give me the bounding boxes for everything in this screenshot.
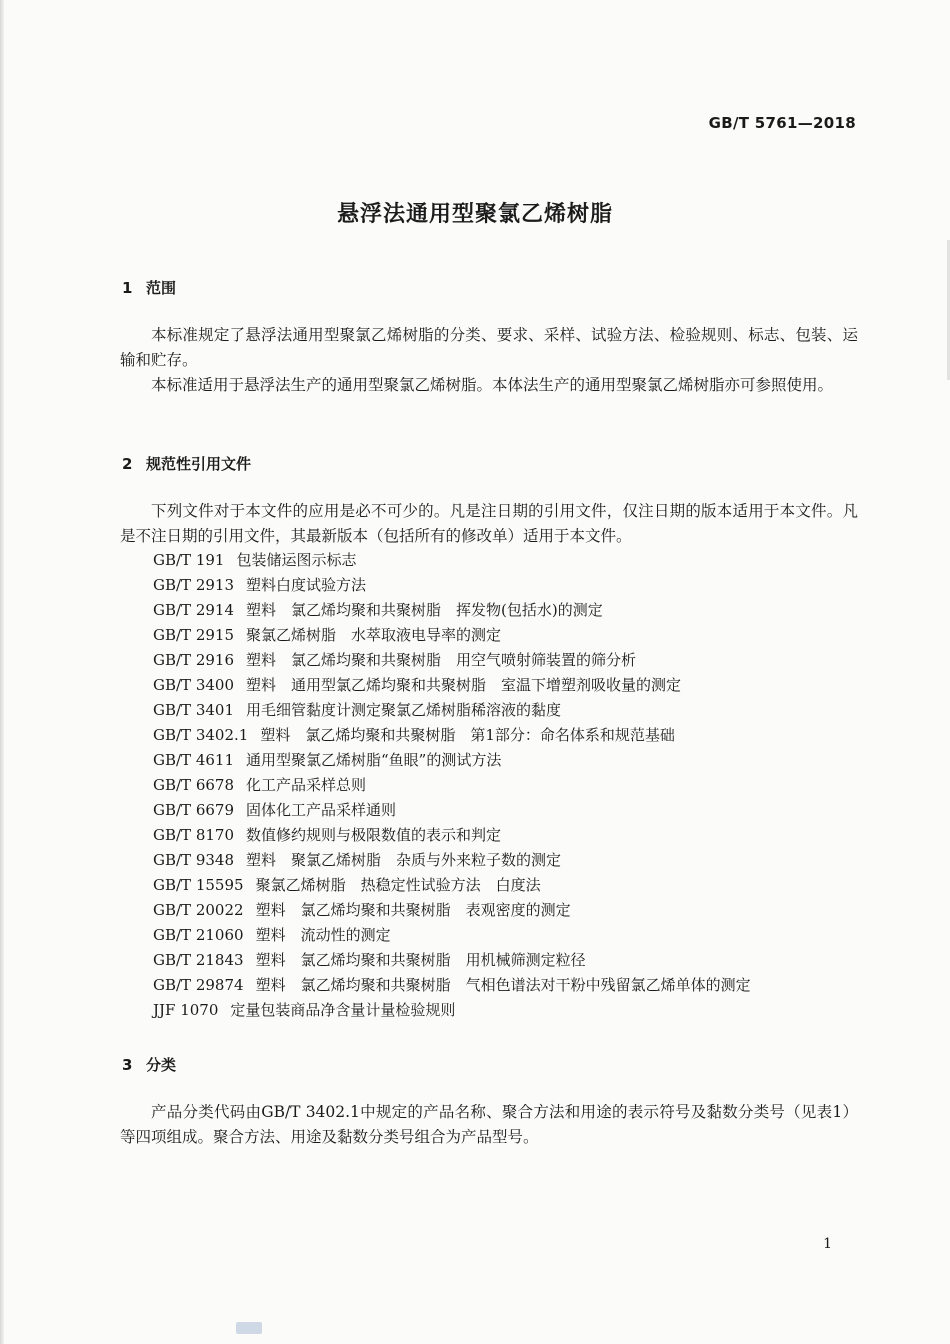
reference-title: 塑料 氯乙烯均聚和共聚树脂 挥发物(包括水)的测定 [246, 601, 603, 619]
reference-item [153, 873, 751, 898]
reference-code: GB/T 3401 [153, 701, 235, 719]
section-2-heading [122, 453, 251, 474]
reference-item [153, 623, 751, 648]
reference-title: 塑料 氯乙烯均聚和共聚树脂 气相色谱法对干粉中残留氯乙烯单体的测定 [255, 976, 751, 994]
reference-title: 定量包装商品净含量计量检验规则 [230, 1001, 456, 1019]
section-3-paragraph-1: 产品分类代码由GB/T 3402.1中规定的产品名称、聚合方法和用途的表示符号及黏数分类号（见表1）等四项组成。聚合方法、用途及黏数分类号组合为产品型号。 [120, 1103, 858, 1146]
reference-code: GB/T 4611 [153, 751, 235, 769]
reference-item [153, 773, 751, 798]
section-3-heading [122, 1054, 176, 1075]
scan-artifact [236, 1322, 262, 1334]
reference-code: GB/T 2914 [153, 601, 235, 619]
reference-code: GB/T 3400 [153, 676, 235, 694]
page-number: 1 [823, 1236, 832, 1252]
reference-item [153, 823, 751, 848]
reference-code: JJF 1070 [153, 1001, 219, 1019]
reference-item [153, 698, 751, 723]
reference-title: 包装储运图示标志 [236, 551, 357, 569]
section-1-paragraph-2: 本标准适用于悬浮法生产的通用型聚氯乙烯树脂。本体法生产的通用型聚氯乙烯树脂亦可参照使用。 [151, 376, 834, 394]
reference-item [153, 598, 751, 623]
reference-code: GB/T 9348 [153, 851, 235, 869]
reference-title: 数值修约规则与极限数值的表示和判定 [246, 826, 502, 844]
section-number: 1 [122, 279, 133, 297]
section-1-heading [122, 277, 176, 298]
reference-code: GB/T 8170 [153, 826, 235, 844]
reference-code: GB/T 15595 [153, 876, 244, 894]
reference-title: 聚氯乙烯树脂 水萃取液电导率的测定 [246, 626, 502, 644]
reference-title: 塑料 氯乙烯均聚和共聚树脂 表观密度的测定 [255, 901, 571, 919]
reference-code: GB/T 6678 [153, 776, 235, 794]
document-title: 悬浮法通用型聚氯乙烯树脂 [336, 202, 613, 227]
reference-title: 用毛细管黏度计测定聚氯乙烯树脂稀溶液的黏度 [246, 701, 562, 719]
reference-code: GB/T 6679 [153, 801, 235, 819]
reference-title: 塑料 氯乙烯均聚和共聚树脂 用机械筛测定粒径 [255, 951, 586, 969]
reference-title: 塑料 聚氯乙烯树脂 杂质与外来粒子数的测定 [246, 851, 562, 869]
reference-item [153, 898, 751, 923]
reference-title: 聚氯乙烯树脂 热稳定性试验方法 白度法 [255, 876, 541, 894]
reference-code: GB/T 2913 [153, 576, 235, 594]
section-2-paragraph-1: 下列文件对于本文件的应用是必不可少的。凡是注日期的引用文件，仅注日期的版本适用于本文件。凡是不注日期的引用文件，其最新版本（包括所有的修改单）适用于本文件。 [120, 502, 858, 545]
reference-item [153, 548, 751, 573]
reference-code: GB/T 21843 [153, 951, 244, 969]
reference-title: 化工产品采样总则 [246, 776, 367, 794]
reference-item [153, 848, 751, 873]
reference-title: 塑料白度试验方法 [246, 576, 367, 594]
section-title: 范围 [146, 279, 177, 297]
reference-code: GB/T 2916 [153, 651, 235, 669]
reference-code: GB/T 20022 [153, 901, 244, 919]
reference-item [153, 748, 751, 773]
reference-title: 塑料 氯乙烯均聚和共聚树脂 第1部分：命名体系和规范基础 [260, 726, 675, 744]
normative-reference-list [153, 548, 751, 1023]
reference-item [153, 948, 751, 973]
reference-item [153, 798, 751, 823]
reference-item [153, 923, 751, 948]
reference-item [153, 673, 751, 698]
reference-title: 塑料 氯乙烯均聚和共聚树脂 用空气喷射筛装置的筛分析 [246, 651, 637, 669]
reference-title: 通用型聚氯乙烯树脂“鱼眼”的测试方法 [246, 751, 502, 769]
section-number: 2 [122, 455, 133, 473]
reference-title: 塑料 通用型氯乙烯均聚和共聚树脂 室温下增塑剂吸收量的测定 [246, 676, 682, 694]
reference-title: 固体化工产品采样通则 [246, 801, 397, 819]
reference-title: 塑料 流动性的测定 [255, 926, 391, 944]
reference-item [153, 723, 751, 748]
reference-item [153, 648, 751, 673]
reference-item [153, 998, 751, 1023]
reference-code: GB/T 2915 [153, 626, 235, 644]
section-number: 3 [122, 1056, 133, 1074]
reference-code: GB/T 191 [153, 551, 225, 569]
reference-code: GB/T 29874 [153, 976, 244, 994]
section-1-paragraph-1: 本标准规定了悬浮法通用型聚氯乙烯树脂的分类、要求、采样、试验方法、检验规则、标志、包装、运输和贮存。 [120, 326, 858, 369]
reference-item [153, 973, 751, 998]
section-title: 分类 [146, 1056, 177, 1074]
section-title: 规范性引用文件 [146, 455, 252, 473]
reference-item [153, 573, 751, 598]
reference-code: GB/T 3402.1 [153, 726, 249, 744]
reference-code: GB/T 21060 [153, 926, 244, 944]
standard-number: GB/T 5761—2018 [708, 114, 856, 132]
